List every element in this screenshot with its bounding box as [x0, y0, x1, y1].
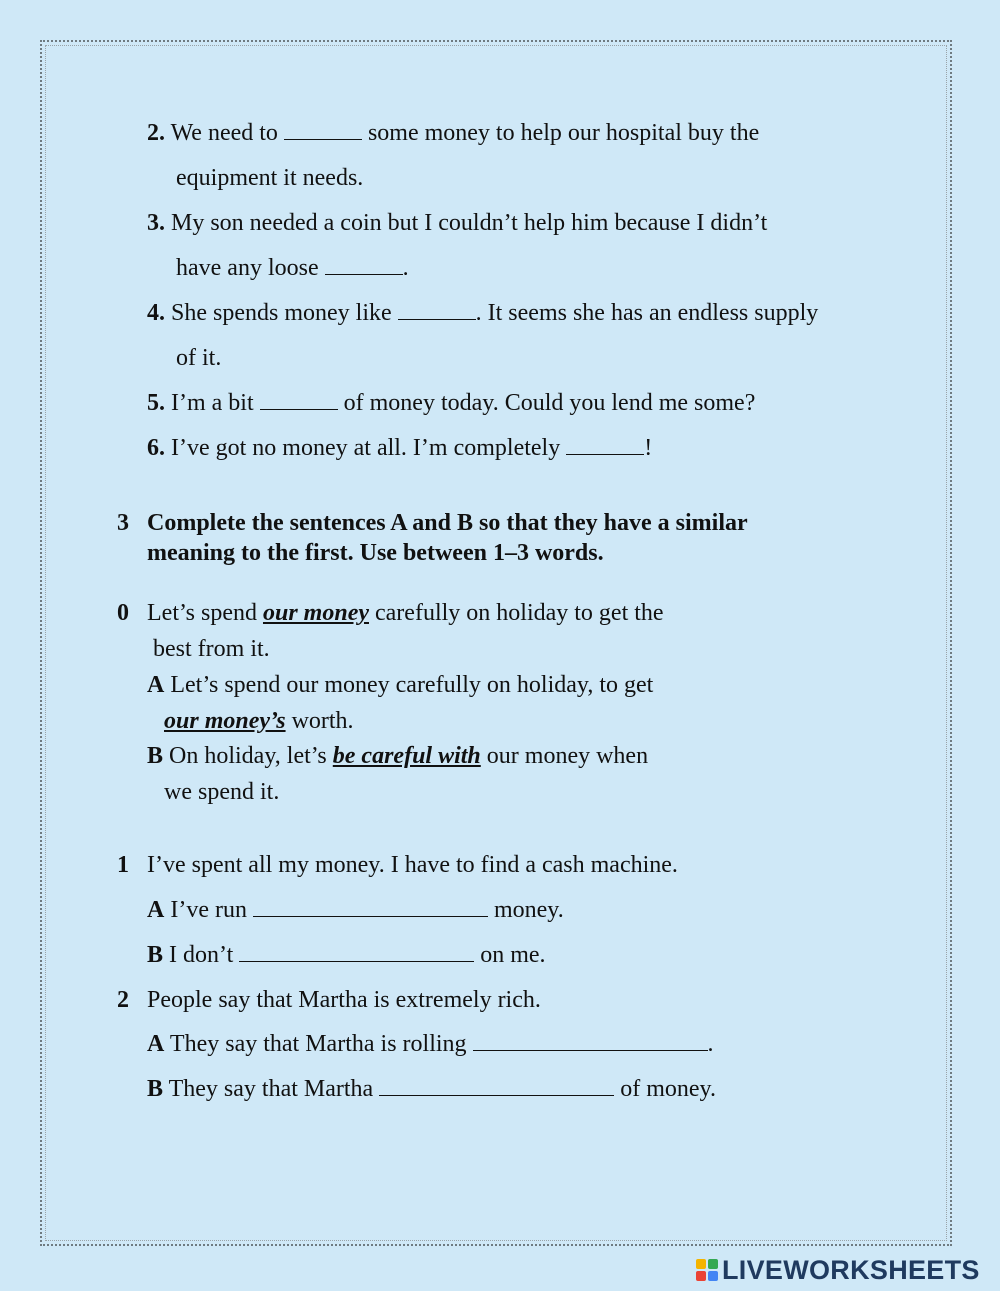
question-2-number: 2 — [117, 987, 129, 1013]
ex2-item-4-cont: of it. — [176, 345, 222, 371]
example-a: A Let’s spend our money carefully on holiday, to get — [147, 672, 654, 698]
example-a-answer: our money’s — [164, 708, 286, 734]
answer-blank[interactable] — [284, 119, 362, 140]
ex2-item-2: 2. We need to some money to help our hospital buy the — [147, 120, 760, 146]
ex3-instruction-cont: meaning to the first. Use between 1–3 words. — [147, 540, 604, 566]
example-b: B On holiday, let’s be careful with our money when — [147, 743, 649, 769]
ex2-item-6: 6. I’ve got no money at all. I’m completely ! — [147, 435, 653, 461]
answer-blank[interactable] — [325, 254, 403, 275]
question-1-number: 1 — [117, 852, 129, 878]
ex2-item-4: 4. She spends money like . It seems she has an endless supply — [147, 300, 819, 326]
ex2-item-5: 5. I’m a bit of money today. Could you lend me some? — [147, 390, 756, 416]
example-a-cont: our money’s worth. — [164, 708, 354, 734]
question-2-text: People say that Martha is extremely rich. — [147, 987, 541, 1013]
logo-text: LIVEWORKSHEETS — [722, 1254, 980, 1285]
ex2-item-3-cont: have any loose . — [176, 255, 409, 281]
ex3-instruction: Complete the sentences A and B so that they have a similar — [147, 510, 748, 536]
example-b-cont: we spend it. — [164, 779, 280, 805]
example-answer: our money — [262, 600, 369, 626]
question-2-b: B They say that Martha of money. — [147, 1076, 716, 1102]
question-1-a: A I’ve run money. — [147, 897, 564, 923]
example-sentence-cont: best from it. — [153, 636, 270, 662]
example-number: 0 — [117, 600, 129, 626]
answer-blank[interactable] — [473, 1030, 708, 1051]
example-b-answer: be careful with — [332, 743, 481, 769]
ex2-item-3: 3. My son needed a coin but I couldn’t help him because I didn’t — [147, 210, 768, 236]
ex3-number: 3 — [117, 510, 129, 536]
question-1-b: B I don’t on me. — [147, 942, 546, 968]
answer-blank[interactable] — [253, 896, 488, 917]
logo-block — [696, 1271, 706, 1281]
question-2-a: A They say that Martha is rolling . — [147, 1031, 714, 1057]
answer-blank[interactable] — [379, 1075, 614, 1096]
logo-block — [708, 1259, 718, 1269]
example-sentence: Let’s spend our money carefully on holiday to get the — [147, 600, 664, 626]
blocks-icon — [696, 1259, 718, 1281]
liveworksheets-logo — [696, 1254, 980, 1286]
ex2-item-2-cont: equipment it needs. — [176, 165, 364, 191]
answer-blank[interactable] — [398, 299, 476, 320]
answer-blank[interactable] — [566, 434, 644, 455]
answer-blank[interactable] — [260, 389, 338, 410]
logo-block — [708, 1271, 718, 1281]
answer-blank[interactable] — [239, 941, 474, 962]
question-1-text: I’ve spent all my money. I have to find a cash machine. — [147, 852, 678, 878]
logo-block — [696, 1259, 706, 1269]
